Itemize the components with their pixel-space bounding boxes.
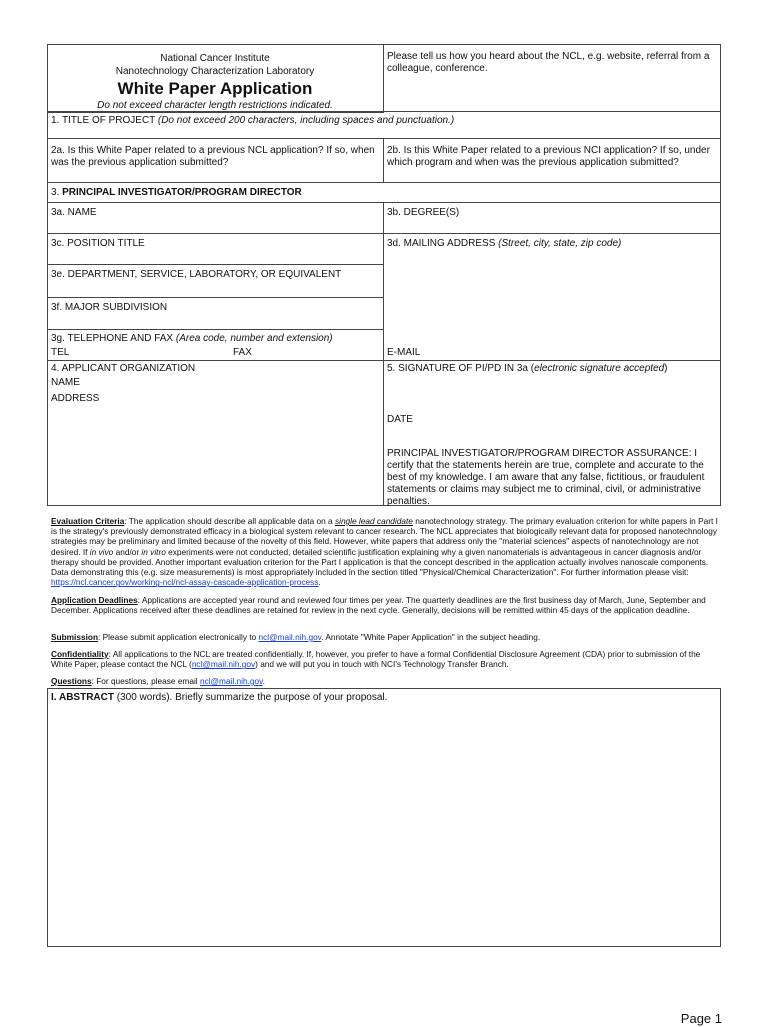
questions-title: Questions — [51, 676, 92, 686]
applicant-org-label: 4. APPLICANT ORGANIZATION — [51, 363, 196, 374]
evaluation-criteria-title: Evaluation Criteria — [51, 516, 125, 526]
signature-close-paren: ) — [664, 363, 668, 374]
assay-cascade-link[interactable]: https://ncl.cancer.gov/working-ncl/ncl-assay-cascade-application-process — [51, 577, 319, 588]
in-vivo-text: in vivo — [89, 546, 114, 557]
pi-section-label: PRINCIPAL INVESTIGATOR/PROGRAM DIRECTOR — [62, 187, 302, 198]
evaluation-text-2: nanotechnology strategy. The primary evaluation criterion for white papers in Part I is the strategy's previously demonstrated efficacy in a biological system relevant to cancer research. The NCL appreciates that biologically relevant data for proposed nanotechnology strategies may be preliminary and limited because of the novelty of this field. However, white papers that address only the "material sciences" aspects of nanotechnology are not desired. If — [51, 516, 718, 557]
project-title-note: (Do not exceed 200 characters, including spaces and punctuation.) — [157, 115, 455, 126]
in-vitro-text: in vitro — [141, 546, 166, 557]
signature-note: electronic signature accepted — [534, 363, 665, 374]
signature-label: 5. SIGNATURE OF PI/PD IN 3a ( — [387, 363, 535, 374]
header-divider — [383, 44, 384, 112]
evaluation-period: . — [318, 577, 321, 588]
submission — [51, 632, 719, 642]
confidentiality-text-2: ) and we will put you in touch with NCI's Technology Transfer Branch. — [255, 659, 509, 670]
date-field[interactable]: DATE — [387, 414, 413, 425]
pi-degree-field[interactable]: 3b. DEGREE(S) — [387, 207, 460, 218]
signature-field[interactable] — [387, 363, 717, 375]
deadlines-text: : Applications are accepted year round and reviewed four times per year. The quarterly deadlines are the first business day of March, June, September and December. Applications received after these deadlines are retained for review in the next cycle. Generally, decisions will be remitted within 45 days of the application deadline. — [51, 595, 706, 616]
position-title-field[interactable]: 3c. POSITION TITLE — [51, 238, 145, 249]
telephone-fax-note: (Area code, number and extension) — [175, 333, 333, 344]
abstract-instruction: (300 words). Briefly summarize the purpose of your proposal. — [113, 692, 388, 703]
submission-text-2: . Annotate "White Paper Application" in the subject heading. — [321, 632, 541, 642]
confidentiality — [51, 649, 719, 669]
org-name: National Cancer Institute — [160, 53, 270, 64]
application-deadlines — [51, 595, 719, 615]
questions-email-link[interactable]: ncl@mail.nih.gov — [199, 676, 263, 686]
abstract-number: I. — [51, 692, 59, 703]
abstract-heading — [51, 692, 711, 704]
mailing-address-note: (Street, city, state, zip code) — [498, 238, 622, 249]
evaluation-text-3: experiments were not conducted, detailed scientific justification explaining why a given nanomaterials is advantageous in cancer diagnosis and/or therapy should be provided. Another important evaluation criterion for the Part I application is that the concept described in the application actually involves nanoscale components. Data demonstrating this (e.g. size measurements) is most appropriately included in the section titled "Physical/Chemical Characterization". For further information please visit: — [51, 546, 709, 578]
project-title-field[interactable] — [51, 115, 717, 127]
previous-nci-field[interactable]: 2b. Is this White Paper related to a previous NCI application? If so, under which program and when was the previous application submitted? — [387, 145, 710, 168]
evaluation-text-1: : The application should describe all applicable data on a — [124, 516, 335, 526]
confidentiality-title: Confidentiality — [51, 649, 109, 659]
telephone-fax-label — [51, 333, 381, 345]
applicant-name-field[interactable]: NAME — [51, 377, 80, 388]
email-field[interactable]: E-MAIL — [387, 347, 421, 358]
project-title-label: 1. TITLE OF PROJECT — [51, 115, 158, 126]
department-field[interactable]: 3e. DEPARTMENT, SERVICE, LABORATORY, OR EQUIVALENT — [51, 269, 342, 280]
submission-title: Submission — [51, 632, 99, 642]
questions — [51, 676, 719, 686]
mailing-address-label: 3d. MAILING ADDRESS — [387, 238, 499, 249]
and-or-text: and/or — [113, 546, 142, 557]
pi-section-number: 3. — [51, 187, 63, 198]
confidentiality-text: : All applications to the NCL are treated confidentially. If, however, you prefer to have a formal Confidential Disclosure Agreement (CDA) prior to submission of the White Paper, please contact the NCL ( — [51, 649, 701, 670]
abstract-label: ABSTRACT — [58, 692, 114, 703]
pi-section-heading — [51, 187, 302, 199]
page-number: Page 1 — [680, 1011, 722, 1026]
heard-about-field[interactable]: Please tell us how you heard about the NCL, e.g. website, referral from a colleague, conference. — [387, 51, 710, 74]
pi-assurance-text: PRINCIPAL INVESTIGATOR/PROGRAM DIRECTOR ASSURANCE: I certify that the statements herein are true, complete and accurate to the best of my knowledge. I am aware that any false, fictitious, or fraudulent statements or claims may subject me to criminal, civil, or administrative penalties. — [387, 448, 705, 507]
questions-text: : For questions, please email — [91, 676, 200, 686]
telephone-fax-text: 3g. TELEPHONE AND FAX — [51, 333, 176, 344]
single-lead-candidate: single lead candidate — [334, 516, 413, 526]
evaluation-criteria — [51, 516, 719, 587]
page-title: White Paper Application — [117, 79, 313, 98]
fax-field[interactable]: FAX — [233, 347, 252, 358]
submission-email-link[interactable]: ncl@mail.nih.gov — [258, 632, 322, 642]
deadlines-title: Application Deadlines — [51, 595, 138, 605]
major-subdivision-field[interactable]: 3f. MAJOR SUBDIVISION — [51, 302, 168, 313]
pi-name-field[interactable]: 3a. NAME — [51, 207, 97, 218]
previous-ncl-field[interactable]: 2a. Is this White Paper related to a previous NCL application? If so, when was the previous application submitted? — [51, 145, 375, 168]
mailing-address-field[interactable] — [387, 238, 717, 250]
submission-text: : Please submit application electronically to — [98, 632, 259, 642]
applicant-address-field[interactable]: ADDRESS — [51, 393, 100, 404]
confidentiality-email-link[interactable]: ncl@mail.nih.gov — [191, 659, 256, 670]
questions-period: . — [262, 676, 265, 686]
tel-field[interactable]: TEL — [51, 347, 70, 358]
length-note: Do not exceed character length restrictions indicated. — [97, 100, 333, 111]
abstract-box[interactable] — [47, 688, 721, 947]
lab-name: Nanotechnology Characterization Laboratory — [115, 66, 315, 77]
